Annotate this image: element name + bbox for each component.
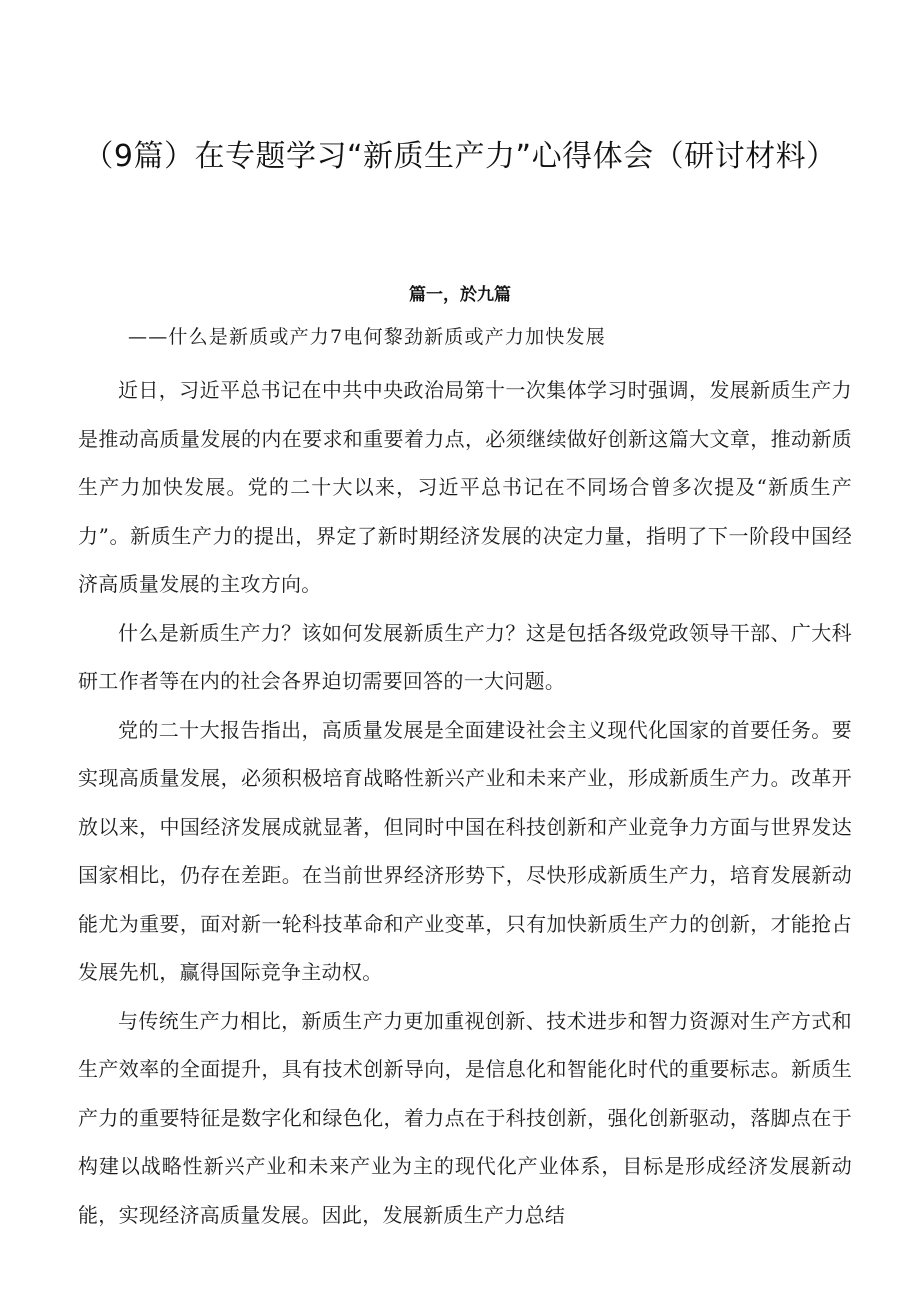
paragraph: 近日，习近平总书记在中共中央政治局第十一次集体学习时强调，发展新质生产力是推动高质量发展的内在要求和重要着力点，必须继续做好创新这篇大文章，推动新质生产力加快发展。党的二十大以来，习近平总书记在不同场合曾多次提及“新质生产力”。新质生产力的提出，界定了新时期经济发展的决定力量，指明了下一阶段中国经济高质量发展的主攻方向。 bbox=[78, 378, 852, 596]
document-body bbox=[78, 366, 852, 1239]
paragraph: 党的二十大报告指出，高质量发展是全面建设社会主义现代化国家的首要任务。要实现高质量发展，必须积极培育战略性新兴产业和未来产业，形成新质生产力。改革开放以来，中国经济发展成就显著，但同时中国在科技创新和产业竞争力方面与世界发达国家相比，仍存在差距。在当前世界经济形势下，尽快形成新质生产力，培育发展新动能尤为重要，面对新一轮科技革命和产业变革，只有加快新质生产力的创新，才能抢占发展先机，赢得国际竞争主动权。 bbox=[78, 717, 852, 984]
paragraph: 与传统生产力相比，新质生产力更加重视创新、技术进步和智力资源对生产方式和生产效率的全面提升，具有技术创新导向，是信息化和智能化时代的重要标志。新质生产力的重要特征是数字化和绿色化，着力点在于科技创新，强化创新驱动，落脚点在于构建以战略性新兴产业和未来产业为主的现代化产业体系，目标是形成经济发展新动能，实现经济高质量发展。因此，发展新质生产力总结 bbox=[78, 1008, 852, 1227]
document-title: （9篇）在专题学习“新质生产力”心得体会（研讨材料） bbox=[83, 139, 837, 175]
section-heading: 篇一，於九篇 bbox=[409, 285, 511, 305]
paragraph: 什么是新质生产力？该如何发展新质生产力？这是包括各级党政领导干部、广大科研工作者等在内的社会各界迫切需要回答的一大问题。 bbox=[78, 620, 852, 693]
section-subtitle: ——什么是新质或产力7电何黎劲新质或产力加快发展 bbox=[128, 326, 606, 348]
